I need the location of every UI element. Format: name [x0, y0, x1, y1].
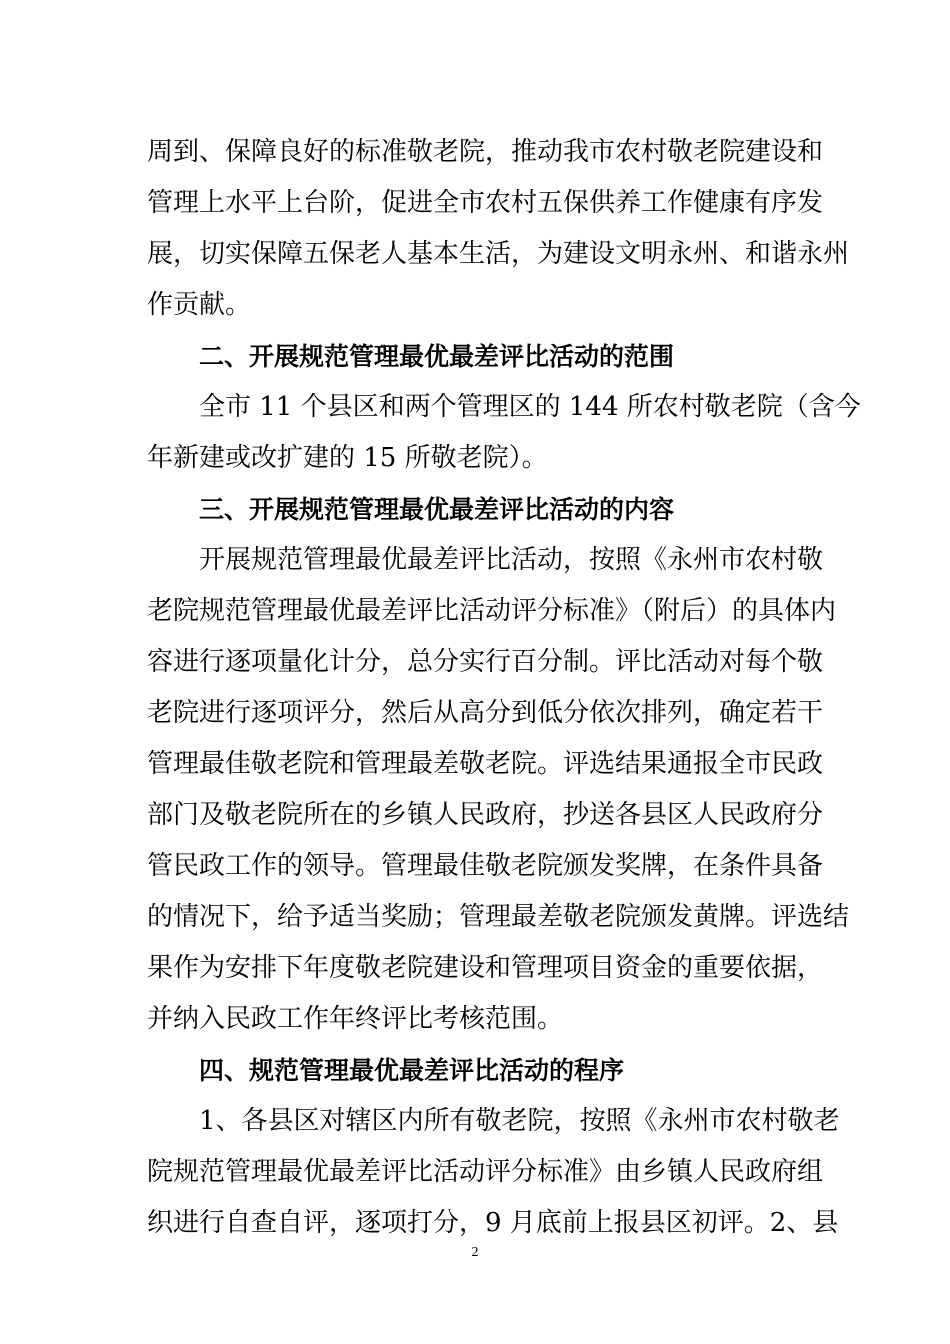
text-line: 开展规范管理最优最差评比活动，按照《永州市农村敬 — [199, 545, 824, 575]
text-line: 的情况下，给予适当奖励；管理最差敬老院颁发黄牌。评选结 — [147, 902, 850, 932]
text-line: 果作为安排下年度敬老院建设和管理项目资金的重要依据， — [147, 953, 824, 983]
text-line: 管理最佳敬老院和管理最差敬老院。评选结果通报全市民政 — [147, 749, 824, 779]
document-body — [147, 127, 861, 1249]
text-line: 老院进行逐项评分，然后从高分到低分依次排列，确定若干 — [147, 698, 824, 728]
section-heading: 四、规范管理最优最差评比活动的程序 — [199, 1056, 625, 1085]
text-line: 1、各县区对辖区内所有敬老院，按照《永州市农村敬老 — [199, 1106, 840, 1136]
paragraph — [147, 535, 850, 1045]
paragraph — [147, 127, 850, 331]
text-line: 全市 11 个县区和两个管理区的 144 所农村敬老院（含今 — [199, 392, 861, 422]
text-line: 管理上水平上台阶，促进全市农村五保供养工作健康有序发 — [147, 188, 824, 218]
text-line: 院规范管理最优最差评比活动评分标准》由乡镇人民政府组 — [147, 1157, 824, 1187]
text-line: 作贡献。 — [147, 290, 252, 320]
text-line: 管民政工作的领导。管理最佳敬老院颁发奖牌，在条件具备 — [147, 851, 824, 881]
section-heading: 二、开展规范管理最优最差评比活动的范围 — [199, 342, 675, 371]
text-line: 织进行自查自评，逐项打分，9 月底前上报县区初评。2、县 — [147, 1208, 839, 1238]
text-line: 容进行逐项量化计分，总分实行百分制。评比活动对每个敬 — [147, 647, 824, 677]
text-line: 展，切实保障五保老人基本生活，为建设文明永州、和谐永州 — [147, 239, 850, 269]
text-line: 周到、保障良好的标准敬老院，推动我市农村敬老院建设和 — [147, 137, 824, 167]
section-heading: 三、开展规范管理最优最差评比活动的内容 — [199, 495, 675, 524]
text-line: 并纳入民政工作年终评比考核范围。 — [147, 1004, 564, 1034]
page-number: 2 — [471, 1245, 479, 1260]
text-line: 老院规范管理最优最差评比活动评分标准》（附后）的具体内 — [147, 596, 837, 626]
text-line: 年新建或改扩建的 15 所敬老院）。 — [147, 443, 548, 473]
text-line: 部门及敬老院所在的乡镇人民政府，抄送各县区人民政府分 — [147, 800, 824, 830]
paragraph — [147, 1096, 840, 1249]
paragraph — [147, 382, 861, 484]
